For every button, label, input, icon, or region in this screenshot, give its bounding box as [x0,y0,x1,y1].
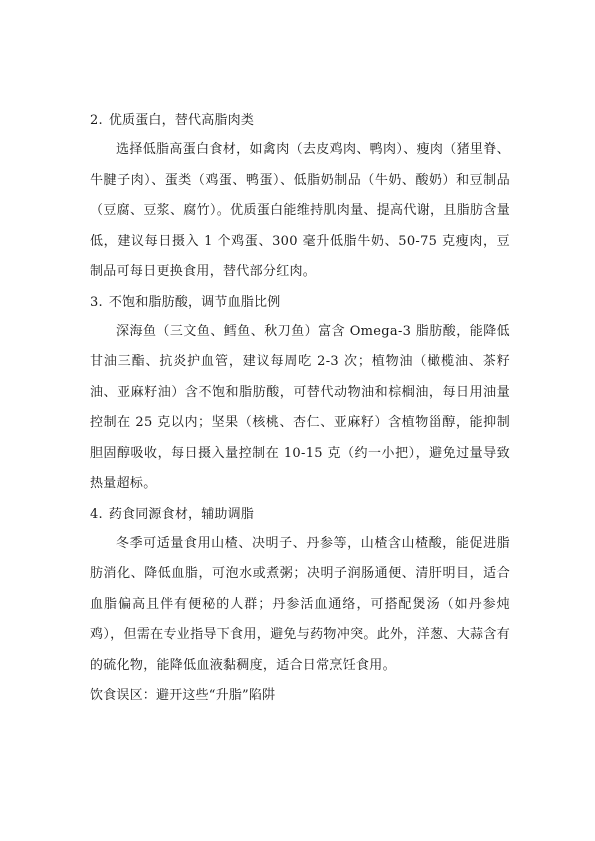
document-content [90,106,510,710]
section-body-herbal-foods: 冬季可适量食用山楂、决明子、丹参等，山楂含山楂酸，能促进脂肪消化、降低血脂，可泡水或煮粥；决明子润肠通便、清肝明目，适合血脂偏高且伴有便秘的人群；丹参活血通络，可搭配煲汤（如丹参炖鸡），但需在专业指导下食用，避免与药物冲突。此外，洋葱、大蒜含有的硫化物，能降低血液黏稠度，适合日常烹饪食用。 [90,535,510,673]
section-title: 不饱和脂肪酸，调节血脂比例 [108,294,281,310]
section-heading-herbal-foods [90,500,510,529]
section-heading-unsaturated-fat [90,288,510,317]
section-heading-protein [90,106,510,135]
section-body-protein: 选择低脂高蛋白食材，如禽肉（去皮鸡肉、鸭肉）、瘦肉（猪里脊、牛腱子肉）、蛋类（鸡蛋、鸭蛋）、低脂奶制品（牛奶、酸奶）和豆制品（豆腐、豆浆、腐竹）。优质蛋白能维持肌肉量、提高代谢，且脂肪含量低，建议每日摄入 1 个鸡蛋、300 毫升低脂牛奶、50-75 克瘦肉，豆制品可每日更换食用，替代部分红肉。 [90,142,510,279]
closing-heading: 饮食误区：避开这些“升脂”陷阱 [90,688,276,703]
section-title: 优质蛋白，替代高脂肉类 [108,113,255,128]
section-number: 2. [90,113,103,128]
section-body-unsaturated-fat: 深海鱼（三文鱼、鳕鱼、秋刀鱼）富含 Omega-3 脂肪酸，能降低甘油三酯、抗炎护血管，建议每周吃 2-3 次；植物油（橄榄油、茶籽油、亚麻籽油）含不饱和脂肪酸，可替代动物油和棕榈油，每日用油量控制在 25 克以内；坚果（核桃、杏仁、亚麻籽）含植物甾醇，能抑制胆固醇吸收，每日摄入量控制在 10-15 克（约一小把），避免过量导致热量超标。 [90,323,510,491]
section-number: 4. [90,506,103,522]
section-title: 药食同源食材，辅助调脂 [108,506,255,522]
section-number: 3. [90,294,103,310]
